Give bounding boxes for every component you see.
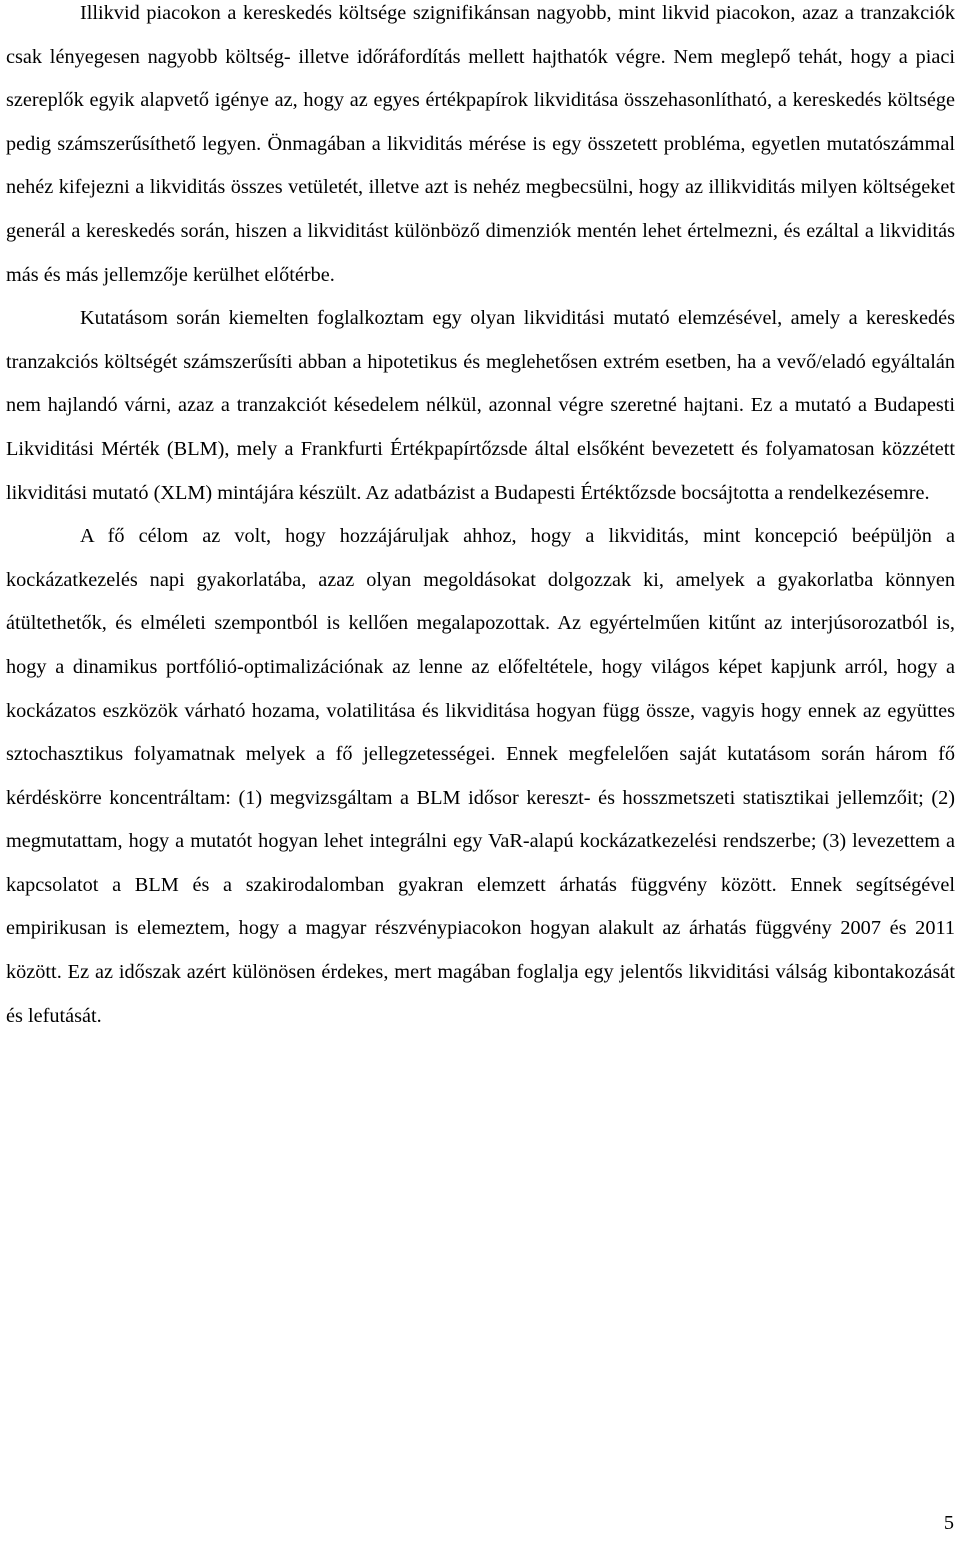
page-number: 5 <box>943 1512 954 1534</box>
paragraph-third: A fő célom az volt, hogy hozzájáruljak ahhoz, hogy a likviditás, mint koncepció beépüljön a kockázatkezelés napi gyakorlatába, azaz olyan megoldásokat dolgozzak ki, amelyek a gyakorlatba könnyen átültethetők, és elméleti szempontból is kellően megalapozottak. Az egyértelműen kitűnt az interjúsorozatból is, hogy a dinamikus portfólió-optimalizációnak az lenne az előfeltétele, hogy világos képet kapjunk arról, hogy a kockázatos eszközök várható hozama, volatilitása és likviditása hogyan függ össze, vagyis hogy ennek az együttes sztochasztikus folyamatnak melyek a fő jellegzetességei. Ennek megfelelően saját kutatásom során három fő kérdéskörre koncentráltam: (1) megvizsgáltam a BLM idősor kereszt- és hosszmetszeti statisztikai jellemzőit; (2) megmutattam, hogy a mutatót hogyan lehet integrálni egy VaR-alapú kockázatkezelési rendszerbe; (3) levezettem a kapcsolatot a BLM és a szakirodalomban gyakran elemzett árhatás függvény között. Ennek segítségével empirikusan is elemeztem, hogy a magyar részvénypiacokon hogyan alakult az árhatás függvény 2007 és 2011 között. Ez az időszak azért különösen érdekes, mert magában foglalja egy jelentős likviditási válság kibontakozását és lefutását. <box>6 525 955 1027</box>
body-text <box>6 0 955 1038</box>
paragraph-second: Kutatásom során kiemelten foglalkoztam egy olyan likviditási mutató elemzésével, amely a kereskedés tranzakciós költségét számszerűsíti abban a hipotetikus és meglehetősen extrém esetben, ha a vevő/eladó egyáltalán nem hajlandó várni, azaz a tranzakciót késedelem nélkül, azonnal végre szeretné hajtani. Ez a mutató a Budapesti Likviditási Mérték (BLM), mely a Frankfurti Értékpapírtőzsde által elsőként bevezetett és folyamatosan közzétett likviditási mutató (XLM) mintájára készült. Az adatbázist a Budapesti Értéktőzsde bocsájtotta a rendelkezésemre. <box>6 307 955 504</box>
paragraph-first: Illikvid piacokon a kereskedés költsége szignifikánsan nagyobb, mint likvid piacokon, azaz a tranzakciók csak lényegesen nagyobb költség- illetve időráfordítás mellett hajthatók végre. Nem meglepő tehát, hogy a piaci szereplők egyik alapvető igénye az, hogy az egyes értékpapírok likviditása összehasonlítható, a kereskedés költsége pedig számszerűsíthető legyen. Önmagában a likviditás mérése is egy összetett probléma, egyetlen mutatószámmal nehéz kifejezni a likviditás összes vetületét, illetve azt is nehéz megbecsülni, hogy az illikviditás milyen költségeket generál a kereskedés során, hiszen a likviditást különböző dimenziók mentén lehet értelmezni, és ezáltal a likviditás más és más jellemzője kerülhet előtérbe. <box>6 2 955 286</box>
